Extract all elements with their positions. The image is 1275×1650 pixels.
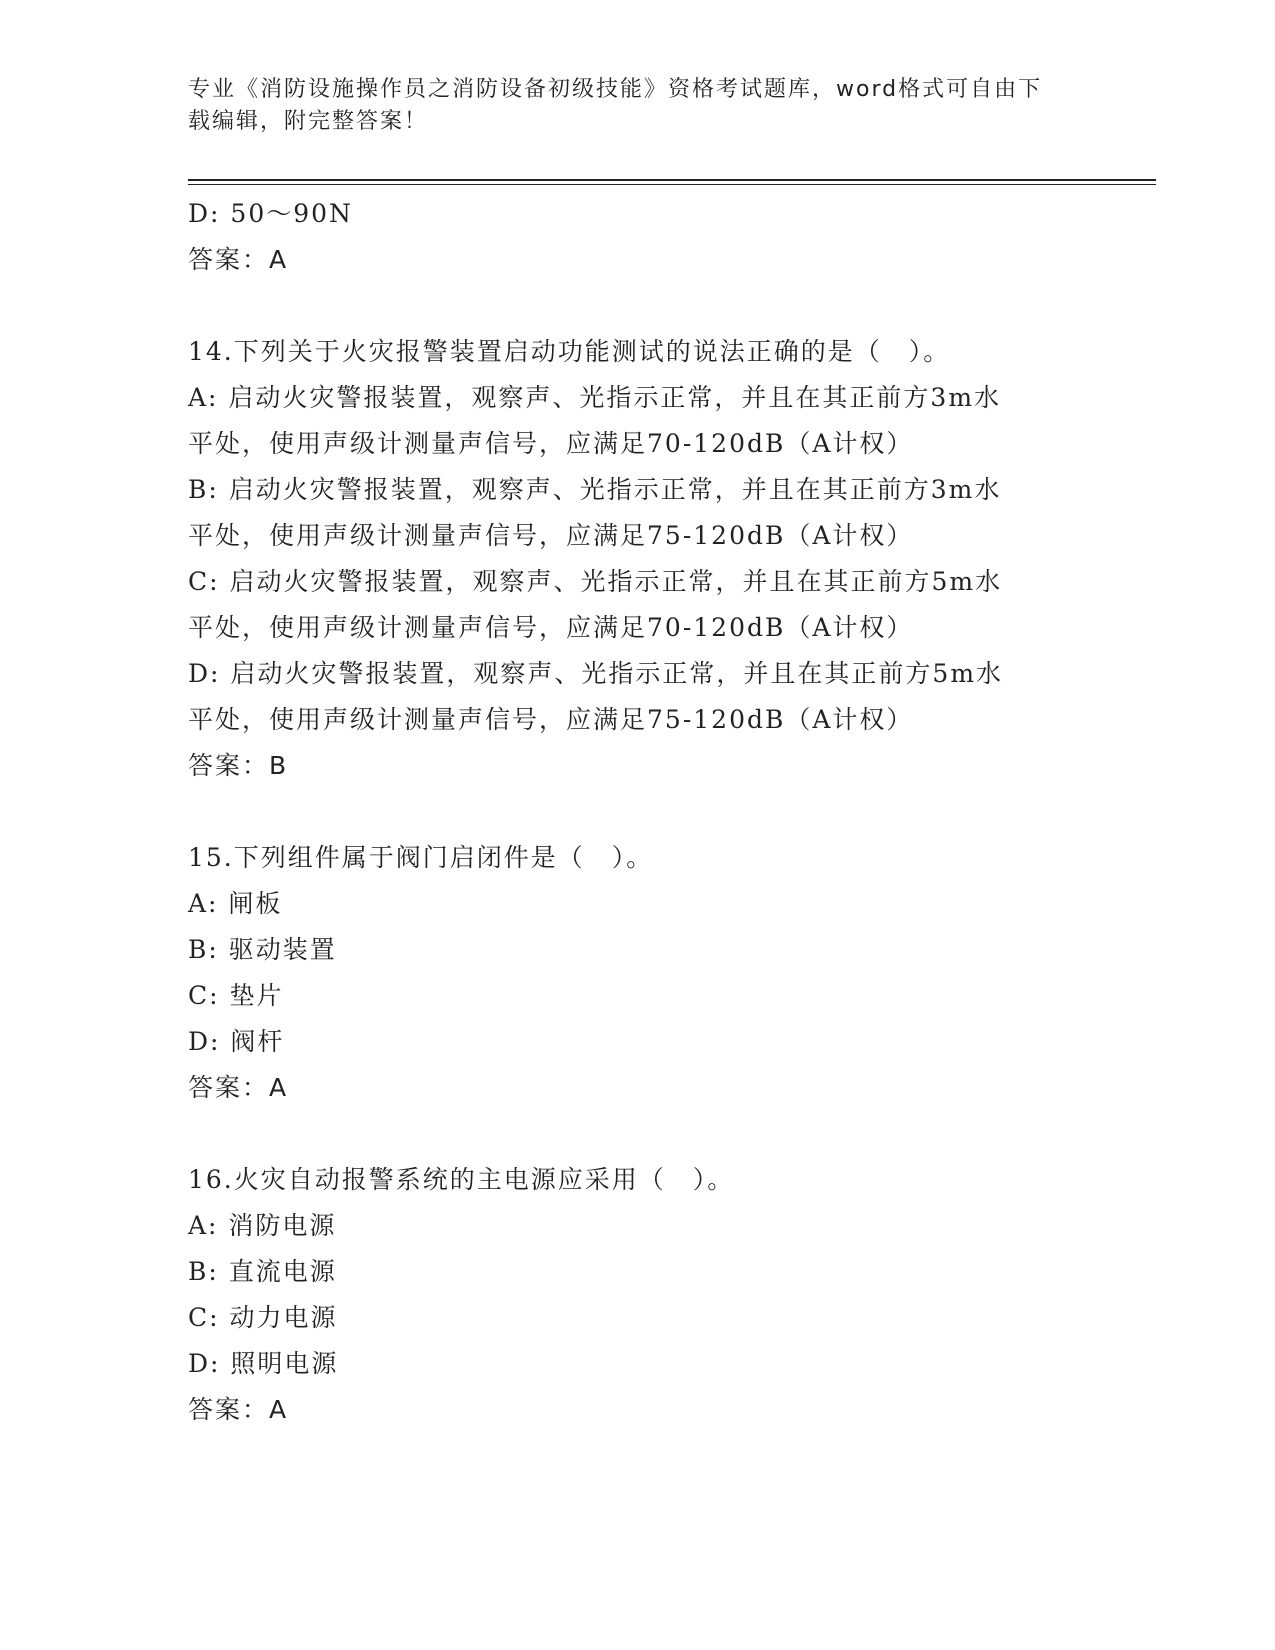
option-d-line-1: D: 启动火灾警报装置，观察声、光指示正常，并且在其正前方5m水	[188, 659, 1004, 688]
spacer	[188, 1111, 1088, 1157]
header-line-1: 专业《消防设施操作员之消防设备初级技能》资格考试题库，word格式可自由下	[188, 77, 1043, 102]
option-a-line-2: 平处，使用声级计测量声信号，应满足70-120dB（A计权）	[188, 429, 914, 458]
header-divider-thin	[188, 184, 1156, 185]
option-c-line-1: C: 启动火灾警报装置，观察声、光指示正常，并且在其正前方5m水	[188, 567, 1003, 596]
answer: 答案：A	[188, 1395, 289, 1424]
option-a: A: 闸板	[188, 889, 283, 918]
question-stem: 14.下列关于火灾报警装置启动功能测试的说法正确的是（ ）。	[188, 337, 951, 366]
option-b-line-2: 平处，使用声级计测量声信号，应满足75-120dB（A计权）	[188, 521, 914, 550]
option-a: A: 消防电源	[188, 1211, 337, 1240]
question-stem: 16.火灾自动报警系统的主电源应采用（ ）。	[188, 1165, 735, 1194]
answer: 答案：A	[188, 1073, 289, 1102]
spacer	[188, 283, 1088, 329]
option-a-line-1: A: 启动火灾警报装置，观察声、光指示正常，并且在其正前方3m水	[188, 383, 1002, 412]
document-header	[188, 74, 1068, 138]
option-b-line-1: B: 启动火灾警报装置，观察声、光指示正常，并且在其正前方3m水	[188, 475, 1002, 504]
question-15	[188, 835, 1088, 1111]
option-c: C: 动力电源	[188, 1303, 338, 1332]
question-14	[188, 329, 1088, 789]
question-list	[188, 191, 1088, 1433]
question-stem: 15.下列组件属于阀门启闭件是（ ）。	[188, 843, 654, 872]
option-c: C: 垫片	[188, 981, 284, 1010]
answer: 答案：B	[188, 751, 289, 780]
option-b: B: 直流电源	[188, 1257, 337, 1286]
option-b: B: 驱动装置	[188, 935, 337, 964]
question-16	[188, 1157, 1088, 1433]
prev-answer: 答案：A	[188, 245, 289, 274]
option-c-line-2: 平处，使用声级计测量声信号，应满足70-120dB（A计权）	[188, 613, 914, 642]
option-d: D: 照明电源	[188, 1349, 339, 1378]
prev-option-d: D: 50～90N	[188, 199, 353, 228]
option-d: D: 阀杆	[188, 1027, 285, 1056]
option-d-line-2: 平处，使用声级计测量声信号，应满足75-120dB（A计权）	[188, 705, 914, 734]
header-divider-thick	[188, 179, 1156, 181]
spacer	[188, 789, 1088, 835]
header-line-2: 载编辑，附完整答案！	[188, 109, 429, 134]
